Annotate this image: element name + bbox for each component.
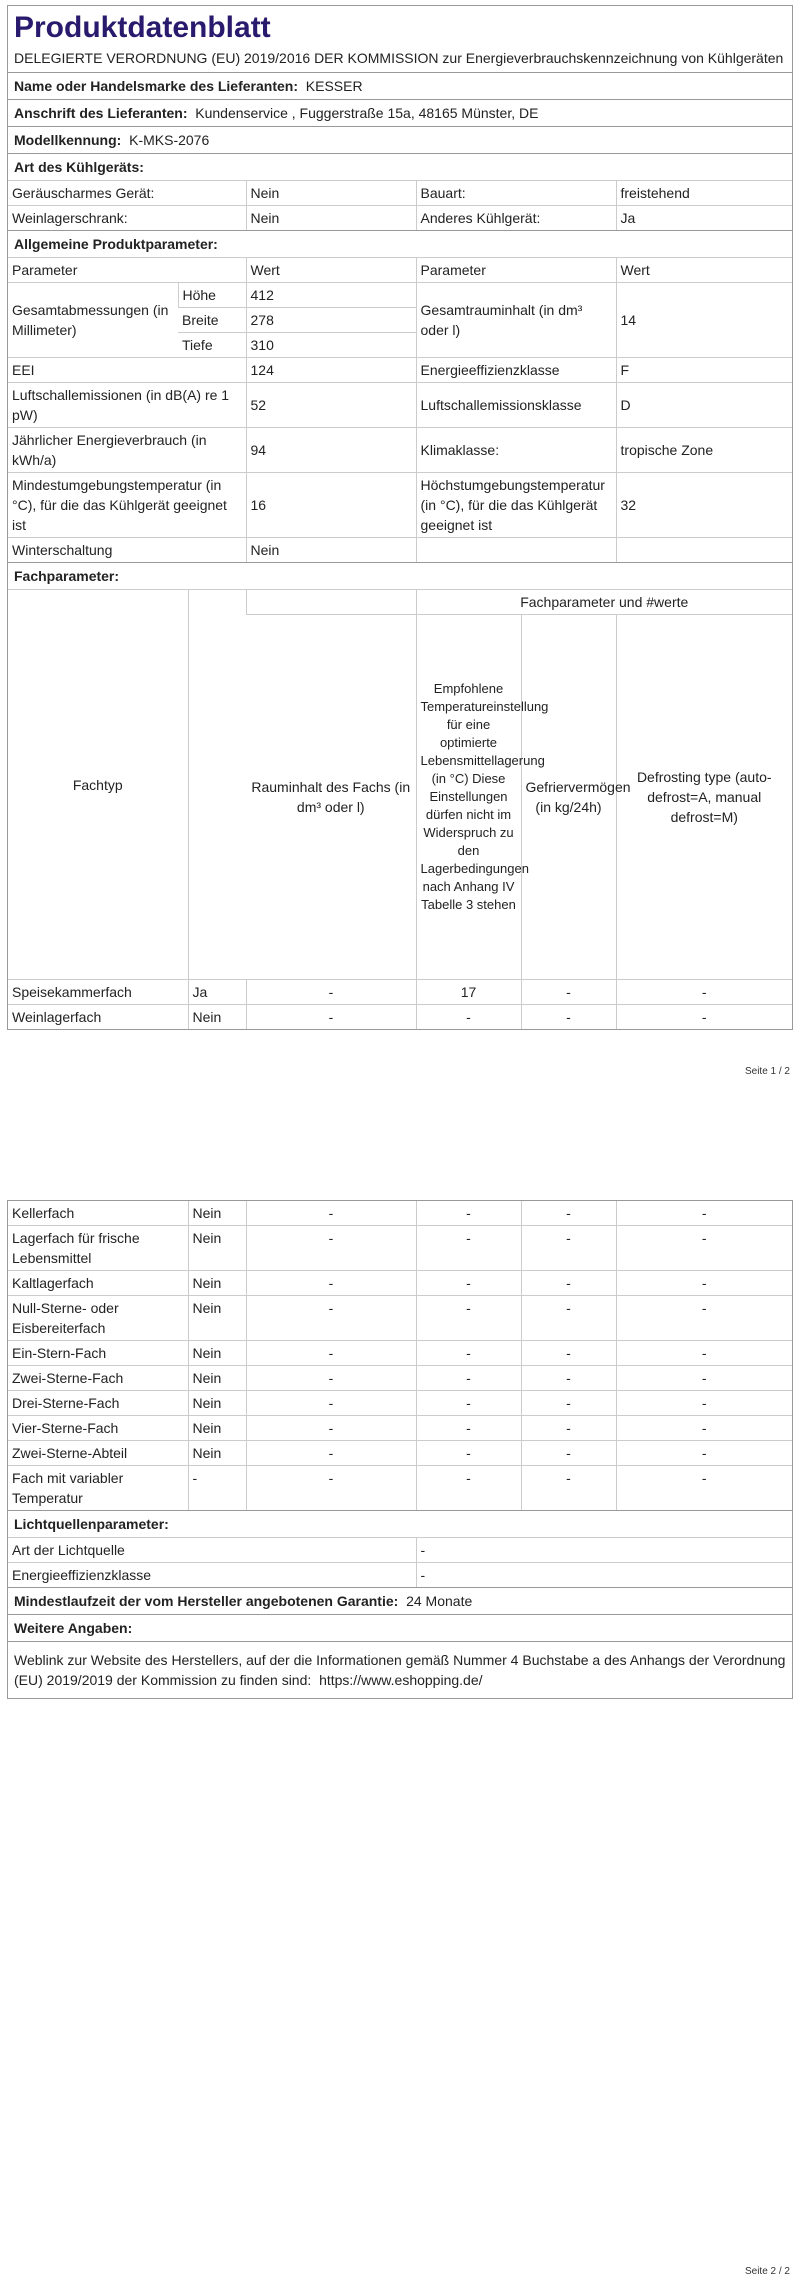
page-title: Produktdatenblatt — [14, 11, 271, 44]
table-row: Fach mit variabler Temperatur - - - - - — [8, 1466, 792, 1511]
compartments-table-p2 — [8, 1201, 792, 1510]
page-number-1: Seite 1 / 2 — [744, 1066, 790, 1077]
table-row: Breite 278 — [8, 308, 792, 333]
table-row: Ein-Stern-Fach Nein - - - - — [8, 1341, 792, 1366]
table-row: Gesamtabmessungen (in Millimeter) Höhe 412 Gesamtrauminhalt (in dm³ oder l) 14 — [8, 283, 792, 308]
table-row: Winterschaltung Nein — [8, 538, 792, 563]
compartments-heading: Fachparameter: — [8, 562, 792, 589]
further-text: Weblink zur Website des Herstellers, auf der die Informationen gemäß Nummer 4 Buchstabe a des Anhangs der Verordnung (EU) 2019/2019 der Kommission zu finden sind: https://www.eshopping.de/ — [8, 1641, 792, 1698]
warranty-row: Mindestlaufzeit der vom Hersteller angebotenen Garantie: 24 Monate — [8, 1587, 792, 1614]
type-table — [8, 180, 792, 230]
general-table — [8, 257, 792, 562]
supplier-row: Name oder Handelsmarke des Lieferanten: KESSER — [8, 72, 792, 99]
supplier-value: KESSER — [305, 78, 363, 94]
type-heading: Art des Kühlgeräts: — [8, 153, 792, 180]
table-row: Null-Sterne- oder Eisbereiterfach Nein - - - - — [8, 1296, 792, 1341]
page-number-2: Seite 2 / 2 — [744, 2266, 790, 2277]
table-row: Kellerfach Nein - - - - — [8, 1201, 792, 1226]
light-heading: Lichtquellenparameter: — [8, 1510, 792, 1537]
table-row: Zwei-Sterne-Abteil Nein - - - - — [8, 1441, 792, 1466]
table-row: Zwei-Sterne-Fach Nein - - - - — [8, 1366, 792, 1391]
compartments-table-p1 — [8, 589, 792, 1029]
table-row: Drei-Sterne-Fach Nein - - - - — [8, 1391, 792, 1416]
light-table — [8, 1537, 792, 1587]
address-value: Kundenservice , Fuggerstraße 15a, 48165 Münster, DE — [195, 105, 539, 121]
table-row: Kaltlagerfach Nein - - - - — [8, 1271, 792, 1296]
regulation-text: DELEGIERTE VERORDNUNG (EU) 2019/2016 DER KOMMISSION zur Energieverbrauchskennzeichnung von Kühlgeräten — [14, 50, 784, 66]
page-2-sheet — [7, 1200, 793, 1699]
model-row: Modellkennung: K-MKS-2076 — [8, 126, 792, 153]
general-heading: Allgemeine Produktparameter: — [8, 230, 792, 257]
table-row: Mindestumgebungstemperatur (in °C), für die das Kühlgerät geeignet ist 16 Höchstumgebungstemperatur (in °C), für die das Kühlgerät geeignet ist 32 — [8, 473, 792, 538]
manufacturer-link[interactable]: https://www.eshopping.de/ — [319, 1672, 483, 1688]
further-heading: Weitere Angaben: — [8, 1614, 792, 1641]
table-row: Geräuscharmes Gerät: Nein Bauart: freistehend — [8, 181, 792, 206]
table-row: Energieeffizienzklasse - — [8, 1563, 792, 1588]
table-row: Tiefe 310 — [8, 333, 792, 358]
table-row: Weinlagerschrank: Nein Anderes Kühlgerät: Ja — [8, 206, 792, 231]
table-row: Art der Lichtquelle - — [8, 1538, 792, 1563]
warranty-value: 24 Monate — [406, 1593, 473, 1609]
table-row: EEI 124 Energieeffizienzklasse F — [8, 358, 792, 383]
table-row: Lagerfach für frische Lebensmittel Nein - - - - — [8, 1226, 792, 1271]
table-row: Jährlicher Energieverbrauch (in kWh/a) 94 Klimaklasse: tropische Zone — [8, 428, 792, 473]
table-row: Vier-Sterne-Fach Nein - - - - — [8, 1416, 792, 1441]
table-row: Rauminhalt des Fachs (in dm³ oder l) Empfohlene Temperatureinstellung für eine optimierte Lebensmittellagerung (in °C) Diese Einstellungen dürfen nicht im Widerspruch zu den Lagerbedingungen nach Anhang IV Tabelle 3 stehen Gefriervermögen (in kg/24h) Defrosting type (auto-defrost=A, manual defrost=M) — [8, 615, 792, 980]
table-row: Speisekammerfach Ja - 17 - - — [8, 980, 792, 1005]
table-row: Fachtyp Fachparameter und #werte — [8, 590, 792, 615]
page-1-sheet — [7, 5, 793, 1030]
model-value: K-MKS-2076 — [129, 132, 210, 148]
table-row: Weinlagerfach Nein - - - - — [8, 1005, 792, 1030]
table-row: Luftschallemissionen (in dB(A) re 1 pW) 52 Luftschallemissionsklasse D — [8, 383, 792, 428]
address-row: Anschrift des Lieferanten: Kundenservice , Fuggerstraße 15a, 48165 Münster, DE — [8, 99, 792, 126]
table-row: Parameter Wert Parameter Wert — [8, 258, 792, 283]
